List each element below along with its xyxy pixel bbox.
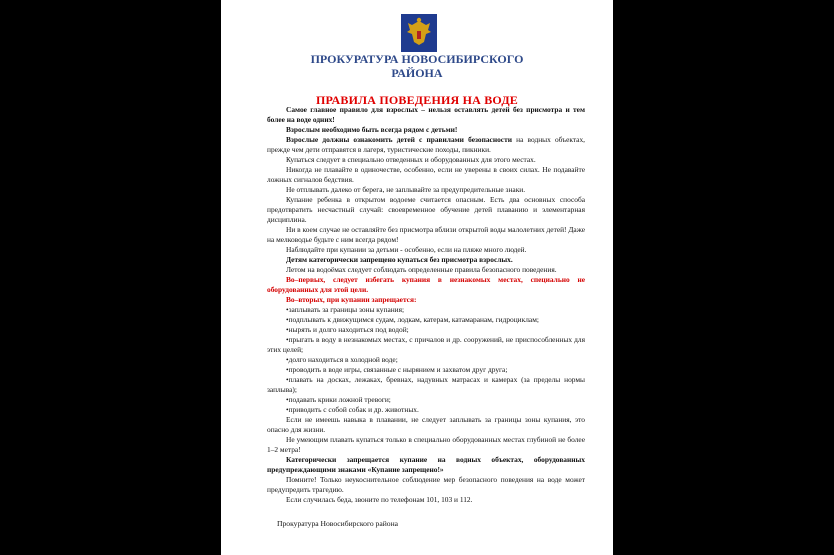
paragraph: Если не имеешь навыка в плавании, не следует заплывать за границы зоны купания, это опасно для жизни. — [267, 415, 585, 434]
list-item: •плавать на досках, лежаках, бревнах, надувных матрасах и камерах (за пределы нормы заплыва); — [267, 375, 585, 394]
paragraph: Взрослым необходимо быть всегда рядом с детьми! — [286, 125, 458, 134]
list-item: •проводить в воде игры, связанные с нырянием и захватом друг друга; — [286, 365, 508, 374]
org-line-1: ПРОКУРАТУРА НОВОСИБИРСКОГО — [310, 52, 524, 66]
list-item: •приводить с собой собак и др. животных. — [286, 405, 419, 414]
paragraph: Детям категорически запрещено купаться без присмотра взрослых. — [286, 255, 513, 264]
list-item: •заплывать за границы зоны купания; — [286, 305, 405, 314]
paragraph: Категорически запрещается купание на водных объектах, оборудованных предупреждающими знаками «Купание запрещено!» — [267, 455, 585, 474]
paragraph-bold: Взрослые должны ознакомить детей с правилами безопасности — [286, 135, 512, 144]
paragraph: Помните! Только неукоснительное соблюдение мер безопасного поведения на воде может предупредить трагедию. — [267, 475, 585, 494]
paragraph: Наблюдайте при купании за детьми - особенно, если на пляже много людей. — [286, 245, 527, 254]
paragraph: Никогда не плавайте в одиночестве, особенно, если не уверены в своих силах. Не подавайте ложных сигналов бедствия. — [267, 165, 585, 184]
paragraph: Купание ребенка в открытом водоеме считается опасным. Есть два основных способа предотвратить несчастный случай: своевременное обучение детей плаванию и элементарная дисциплина. — [267, 195, 585, 224]
list-item: •нырять и долго находиться под водой; — [286, 325, 409, 334]
paragraph: Купаться следует в специально отведенных и оборудованных для этого местах. — [286, 155, 536, 164]
document-page — [221, 0, 613, 555]
paragraph-warning: Во–первых, следует избегать купания в незнакомых местах, специально не оборудованных для этой цели. — [267, 275, 585, 294]
organization-name — [221, 52, 613, 80]
paragraph: Не умеющим плавать купаться только в специально оборудованных местах глубиной не более 1–2 метра! — [267, 435, 585, 454]
list-item: •долго находиться в холодной воде; — [286, 355, 398, 364]
list-item: •прыгать в воду в незнакомых местах, с причалов и др. сооружений, не приспособленных для этих целей; — [267, 335, 585, 354]
signature: Прокуратура Новосибирского района — [277, 519, 399, 528]
paragraph-warning: Во–вторых, при купании запрещается: — [286, 295, 417, 304]
paragraph — [267, 135, 585, 155]
paragraph: Самое главное правило для взрослых – нельзя оставлять детей без присмотра и тем более на воде одних! — [267, 105, 585, 124]
paragraph: Летом на водоёмах следует соблюдать определенные правила безопасного поведения. — [286, 265, 557, 274]
paragraph-rest: на водных объектах, прежде чем дети отправятся в лагеря, туристические походы, пикники. — [267, 135, 585, 154]
paragraph: Ни в коем случае не оставляйте без присмотра вблизи открытой воды малолетних детей! Даже на мелководье будьте с ним всегда рядом! — [267, 225, 585, 244]
org-line-2: РАЙОНА — [391, 66, 443, 80]
prosecutor-emblem-icon — [401, 14, 437, 52]
paragraph: Не отплывать далеко от берега, не заплывайте за предупредительные знаки. — [286, 185, 526, 194]
document-body — [267, 105, 585, 505]
list-item: •подплывать к движущимся судам, лодкам, катерам, катамаранам, гидроциклам; — [286, 315, 539, 324]
paragraph: Если случилась беда, звоните по телефонам 101, 103 и 112. — [286, 495, 473, 504]
document-title: ПРАВИЛА ПОВЕДЕНИЯ НА ВОДЕ — [315, 93, 518, 107]
list-item: •подавать крики ложной тревоги; — [286, 395, 391, 404]
